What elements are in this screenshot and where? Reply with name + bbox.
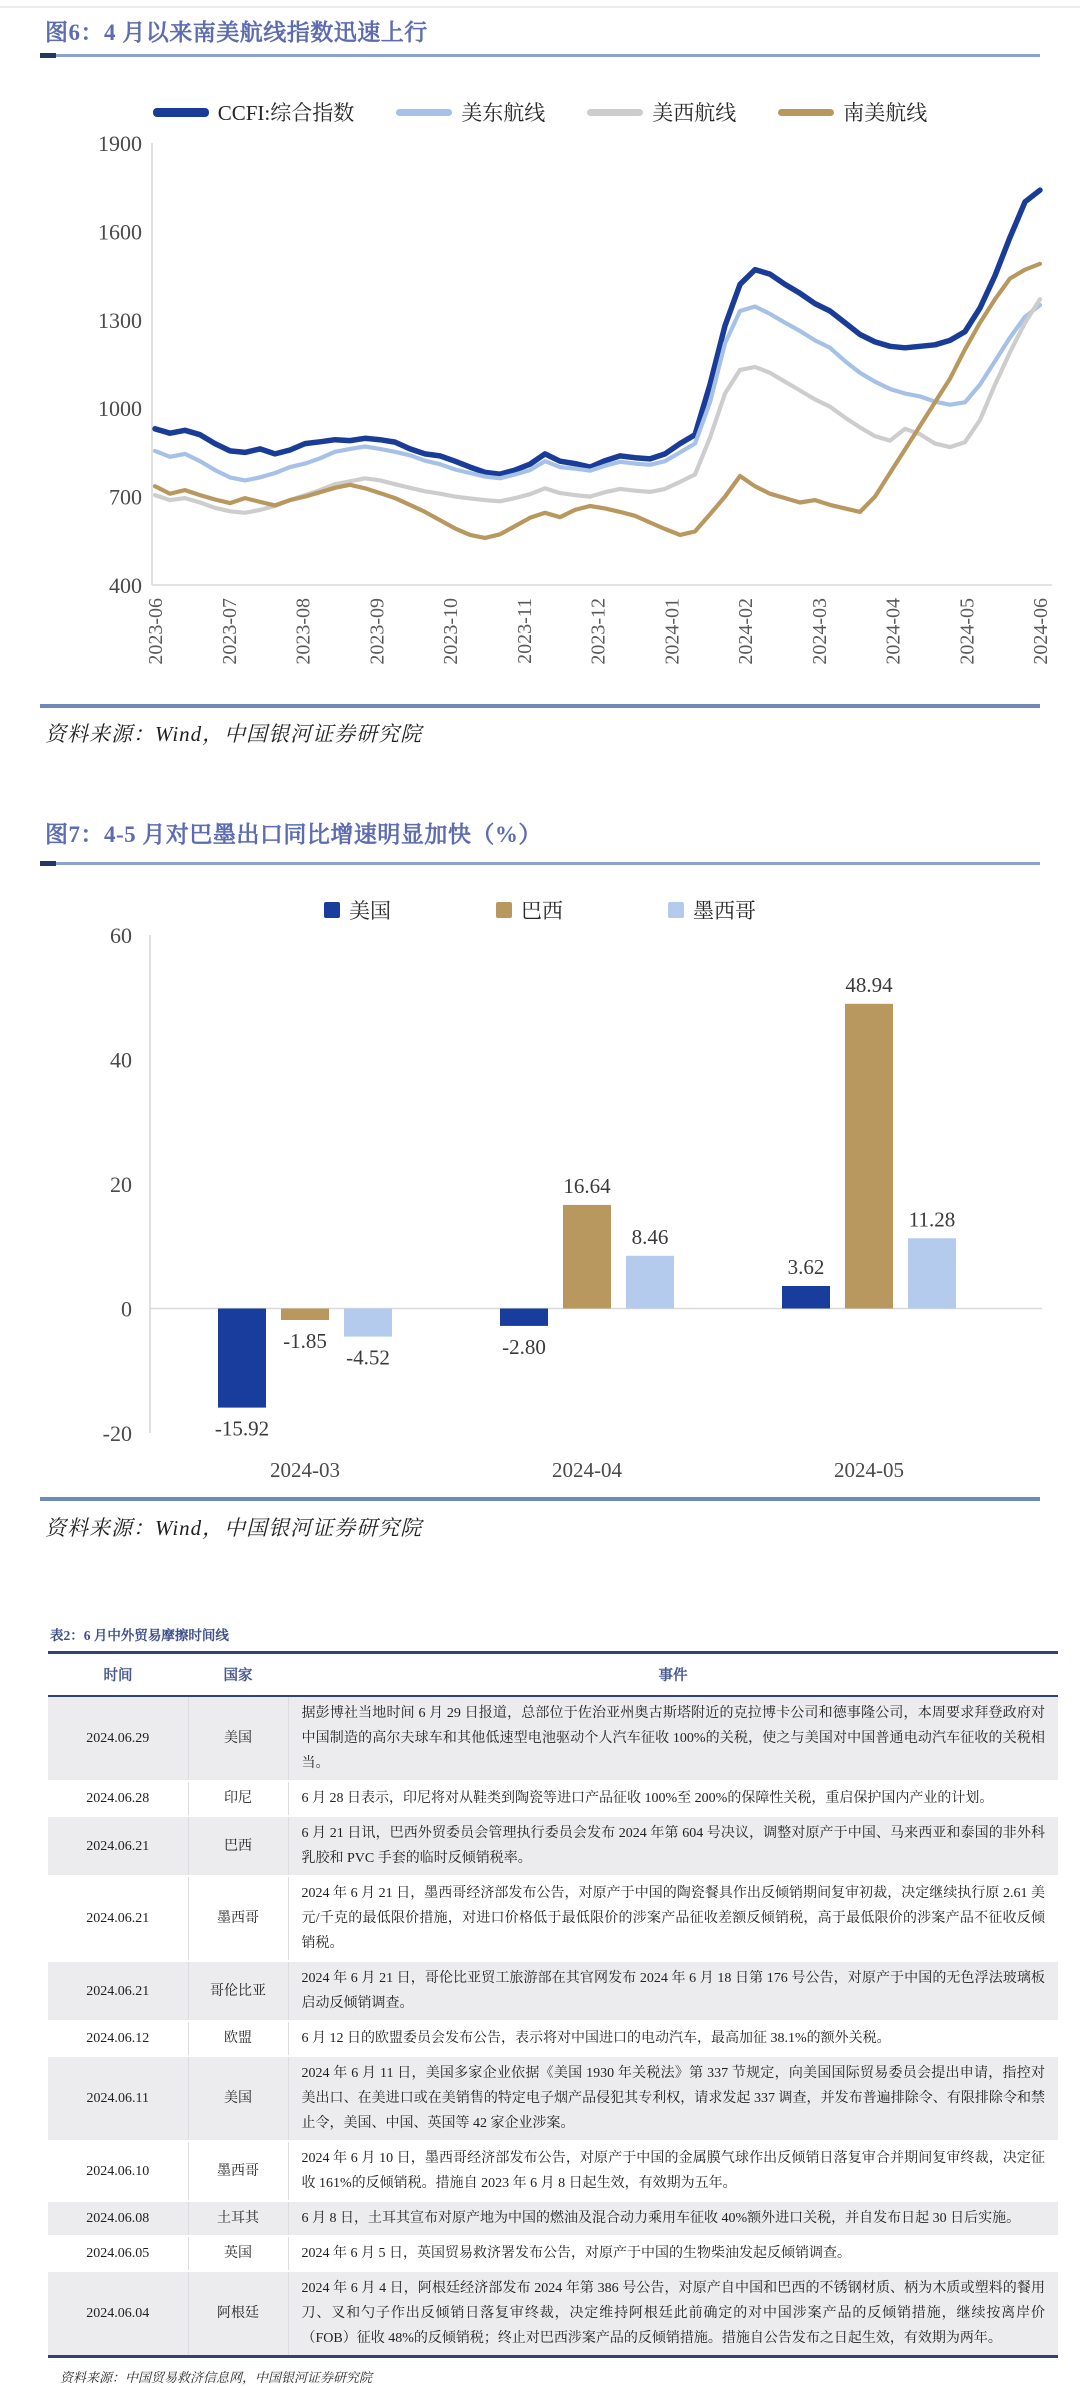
cell-country: 墨西哥 — [188, 1876, 288, 1961]
bar-墨西哥-2024-05 — [908, 1238, 956, 1308]
cell-event: 2024 年 6 月 10 日，墨西哥经济部发布公告，对原产于中国的金属膜气球作出反倾销日落复审合并期间复审终裁，决定征收 161%的反倾销税。措施自 2023 年 6 月 8 日起生效，有效期为五年。 — [288, 2141, 1058, 2201]
bar-墨西哥-2024-03 — [344, 1309, 392, 1337]
legend-item — [778, 97, 927, 127]
rule-cap — [40, 53, 56, 58]
y-tick-label: 60 — [110, 925, 132, 948]
y-tick-label: 400 — [109, 573, 142, 598]
legend-swatch — [496, 902, 512, 918]
figure7-title: 图7：4-5 月对巴墨出口同比增速明显加快（%） — [45, 822, 542, 847]
figure6-source: 资料来源：Wind，中国银河证券研究院 — [45, 722, 423, 746]
table-row — [48, 2056, 1058, 2141]
table-row — [48, 1781, 1058, 1816]
table2-source: 资料来源：中国贸易救济信息网，中国银河证券研究院 — [60, 2370, 373, 2385]
figure6-bottom-rule — [40, 704, 1040, 708]
table-column-header: 时间 — [48, 1653, 188, 1697]
cell-event: 2024 年 6 月 21 日，墨西哥经济部发布公告，对原产于中国的陶瓷餐具作出反倾销期间复审初裁，决定继续执行原 2.61 美元/千克的最低限价措施，对进口价格低于最低限价的涉案产品征收差额反倾销税，高于最低限价的涉案产品不征收反倾销税。 — [288, 1876, 1058, 1961]
bar-巴西-2024-05 — [845, 1004, 893, 1309]
cell-date: 2024.06.11 — [48, 2056, 188, 2141]
legend-swatch — [587, 109, 643, 116]
bar-value-label: 48.94 — [845, 972, 893, 997]
figure7-legend — [0, 895, 1080, 925]
legend-swatch — [668, 902, 684, 918]
axis-lines — [152, 143, 1052, 585]
x-tick-label: 2023-06 — [145, 598, 167, 665]
figure6-legend — [0, 97, 1080, 127]
figure7-bottom-rule — [40, 1497, 1040, 1501]
legend-swatch — [778, 109, 834, 116]
legend-swatch — [153, 108, 209, 117]
bar-value-label: 16.64 — [563, 1173, 611, 1198]
table-row — [48, 2271, 1058, 2357]
x-tick-label: 2024-02 — [735, 598, 757, 665]
cell-event: 6 月 21 日讯，巴西外贸委员会管理执行委员会发布 2024 年第 604 号决议，调整对原产于中国、马来西亚和泰国的非外科乳胶和 PVC 手套的临时反倾销税率。 — [288, 1816, 1058, 1876]
figure6-title-rule — [40, 54, 1040, 57]
table-column-header: 事件 — [288, 1653, 1058, 1697]
legend-item — [396, 97, 545, 127]
cell-event: 6 月 28 日表示，印尼将对从鞋类到陶瓷等进口产品征收 100%至 200%的保障性关税，重启保护国内产业的计划。 — [288, 1781, 1058, 1816]
bar-value-label: -4.52 — [346, 1345, 390, 1370]
x-tick-label: 2024-06 — [1030, 598, 1052, 665]
bar-value-label: 11.28 — [908, 1207, 956, 1232]
figure7-source: 资料来源：Wind，中国银河证券研究院 — [45, 1516, 423, 1540]
x-tick-label: 2024-03 — [808, 598, 831, 665]
cell-event: 6 月 8 日，土耳其宣布对原产地为中国的燃油及混合动力乘用车征收 40%额外进口关税，并自发布日起 30 日后实施。 — [288, 2201, 1058, 2236]
trade-friction-table — [48, 1651, 1058, 2358]
cell-date: 2024.06.29 — [48, 1696, 188, 1781]
legend-label: 巴西 — [521, 899, 563, 923]
series-line-2 — [155, 299, 1040, 513]
cell-country: 巴西 — [188, 1816, 288, 1876]
x-tick-label: 2023-07 — [218, 598, 241, 665]
y-tick-label: 1600 — [98, 219, 142, 245]
y-tick-label: 40 — [110, 1047, 132, 1073]
cell-country: 英国 — [188, 2236, 288, 2271]
cell-date: 2024.06.04 — [48, 2271, 188, 2357]
legend-swatch — [396, 109, 452, 116]
cell-country: 阿根廷 — [188, 2271, 288, 2357]
cell-date: 2024.06.21 — [48, 1961, 188, 2021]
table-row — [48, 2236, 1058, 2271]
x-category-label: 2024-03 — [270, 1458, 340, 1482]
cell-date: 2024.06.21 — [48, 1816, 188, 1876]
legend-label: CCFI:综合指数 — [217, 101, 355, 125]
cell-event: 2024 年 6 月 11 日，美国多家企业依据《美国 1930 年关税法》第 337 节规定，向美国国际贸易委员会提出申请，指控对美出口、在美进口或在美销售的特定电子烟产品侵犯其专利权，请求发起 337 调查，并发布普遍排除令、有限排除令和禁止令，美国、中国、英国等 42 家企业涉案。 — [288, 2056, 1058, 2141]
figure6-line-chart — [0, 130, 1080, 700]
table2-title: 表2：6 月中外贸易摩擦时间线 — [50, 1628, 229, 1643]
bar-value-label: 8.46 — [631, 1224, 669, 1249]
bar-巴西-2024-04 — [563, 1205, 611, 1309]
bar-美国-2024-05 — [782, 1286, 830, 1309]
x-tick-label: 2023-09 — [366, 598, 389, 665]
legend-label: 美国 — [349, 899, 391, 923]
x-tick-label: 2023-10 — [440, 598, 462, 665]
bar-value-label: 3.62 — [787, 1255, 825, 1279]
bar-墨西哥-2024-04 — [626, 1256, 674, 1309]
x-tick-label: 2024-01 — [661, 598, 684, 665]
cell-date: 2024.06.08 — [48, 2201, 188, 2236]
cell-date: 2024.06.05 — [48, 2236, 188, 2271]
cell-event: 2024 年 6 月 21 日，哥伦比亚贸工旅游部在其官网发布 2024 年 6 月 18 日第 176 号公告，对原产于中国的无色浮法玻璃板启动反倾销调查。 — [288, 1961, 1058, 2021]
x-tick-label: 2023-12 — [587, 598, 610, 665]
cell-country: 哥伦比亚 — [188, 1961, 288, 2021]
legend-item — [324, 895, 391, 925]
cell-event: 2024 年 6 月 5 日，英国贸易救济署发布公告，对原产于中国的生物柴油发起反倾销调查。 — [288, 2236, 1058, 2271]
cell-country: 墨西哥 — [188, 2141, 288, 2201]
bar-value-label: -15.92 — [214, 1416, 270, 1441]
y-tick-label: -20 — [102, 1421, 132, 1446]
table-row — [48, 1696, 1058, 1781]
x-tick-label: 2024-04 — [882, 598, 905, 665]
bar-value-label: -1.85 — [283, 1329, 327, 1353]
x-category-label: 2024-04 — [552, 1458, 622, 1482]
bar-value-label: -2.80 — [502, 1334, 546, 1359]
cell-country: 美国 — [188, 2056, 288, 2141]
y-tick-label: 1300 — [98, 307, 142, 333]
x-tick-label: 2024-05 — [956, 598, 979, 665]
x-tick-label: 2023-11 — [513, 598, 536, 664]
bar-美国-2024-03 — [218, 1309, 266, 1408]
legend-label: 墨西哥 — [693, 899, 756, 923]
page-top-divider — [0, 6, 1080, 8]
cell-country: 欧盟 — [188, 2021, 288, 2056]
y-tick-label: 1000 — [98, 396, 142, 422]
y-tick-label: 700 — [109, 484, 142, 510]
legend-label: 南美航线 — [843, 101, 928, 125]
cell-country: 印尼 — [188, 1781, 288, 1816]
y-tick-label: 0 — [121, 1296, 132, 1322]
legend-item — [587, 97, 736, 127]
x-category-label: 2024-05 — [834, 1458, 904, 1482]
table-row — [48, 2021, 1058, 2056]
table-header-row — [48, 1653, 1058, 1697]
cell-country: 美国 — [188, 1696, 288, 1781]
table-column-header: 国家 — [188, 1653, 288, 1697]
legend-label: 美西航线 — [652, 101, 737, 125]
bar-美国-2024-04 — [500, 1309, 548, 1326]
y-tick-label: 20 — [110, 1172, 132, 1197]
table-row — [48, 2141, 1058, 2201]
legend-item — [496, 895, 563, 925]
figure7-bar-chart — [0, 925, 1080, 1495]
figure6-title: 图6：4 月以来南美航线指数迅速上行 — [45, 20, 428, 45]
figure7-title-rule — [40, 862, 1040, 865]
cell-date: 2024.06.28 — [48, 1781, 188, 1816]
cell-event: 6 月 12 日的欧盟委员会发布公告，表示将对中国进口的电动汽车，最高加征 38.1%的额外关税。 — [288, 2021, 1058, 2056]
legend-item — [668, 895, 756, 925]
table2-section — [48, 1624, 1058, 2386]
legend-item — [153, 97, 355, 127]
cell-event: 2024 年 6 月 4 日，阿根廷经济部发布 2024 年第 386 号公告，对原产自中国和巴西的不锈钢材质、柄为木质或塑料的餐用刀、叉和勺子作出反倾销日落复审终裁，决定维持阿根廷此前确定的对中国涉案产品的反倾销措施，继续按离岸价（FOB）征收 48%的反倾销税；终止对巴西涉案产品的反倾销措施。措施自公告发布之日起生效，有效期为两年。 — [288, 2271, 1058, 2357]
series-line-1 — [155, 305, 1040, 480]
table-row — [48, 1961, 1058, 2021]
cell-event: 据彭博社当地时间 6 月 29 日报道，总部位于佐治亚州奥古斯塔附近的克拉博卡公司和德事隆公司，本周要求拜登政府对中国制造的高尔夫球车和其他低速型电池驱动个人汽车征收 100%的关税，使之与美国对中国普通电动汽车征收的关税相当。 — [288, 1696, 1058, 1781]
cell-country: 土耳其 — [188, 2201, 288, 2236]
rule-cap — [40, 861, 56, 866]
x-tick-label: 2023-08 — [292, 598, 315, 665]
legend-label: 美东航线 — [461, 101, 546, 125]
series-line-3 — [155, 264, 1040, 538]
table-row — [48, 1876, 1058, 1961]
bar-巴西-2024-03 — [281, 1309, 329, 1321]
legend-swatch — [324, 902, 340, 918]
cell-date: 2024.06.12 — [48, 2021, 188, 2056]
cell-date: 2024.06.21 — [48, 1876, 188, 1961]
y-tick-label: 1900 — [98, 131, 142, 156]
cell-date: 2024.06.10 — [48, 2141, 188, 2201]
table-row — [48, 1816, 1058, 1876]
table-row — [48, 2201, 1058, 2236]
